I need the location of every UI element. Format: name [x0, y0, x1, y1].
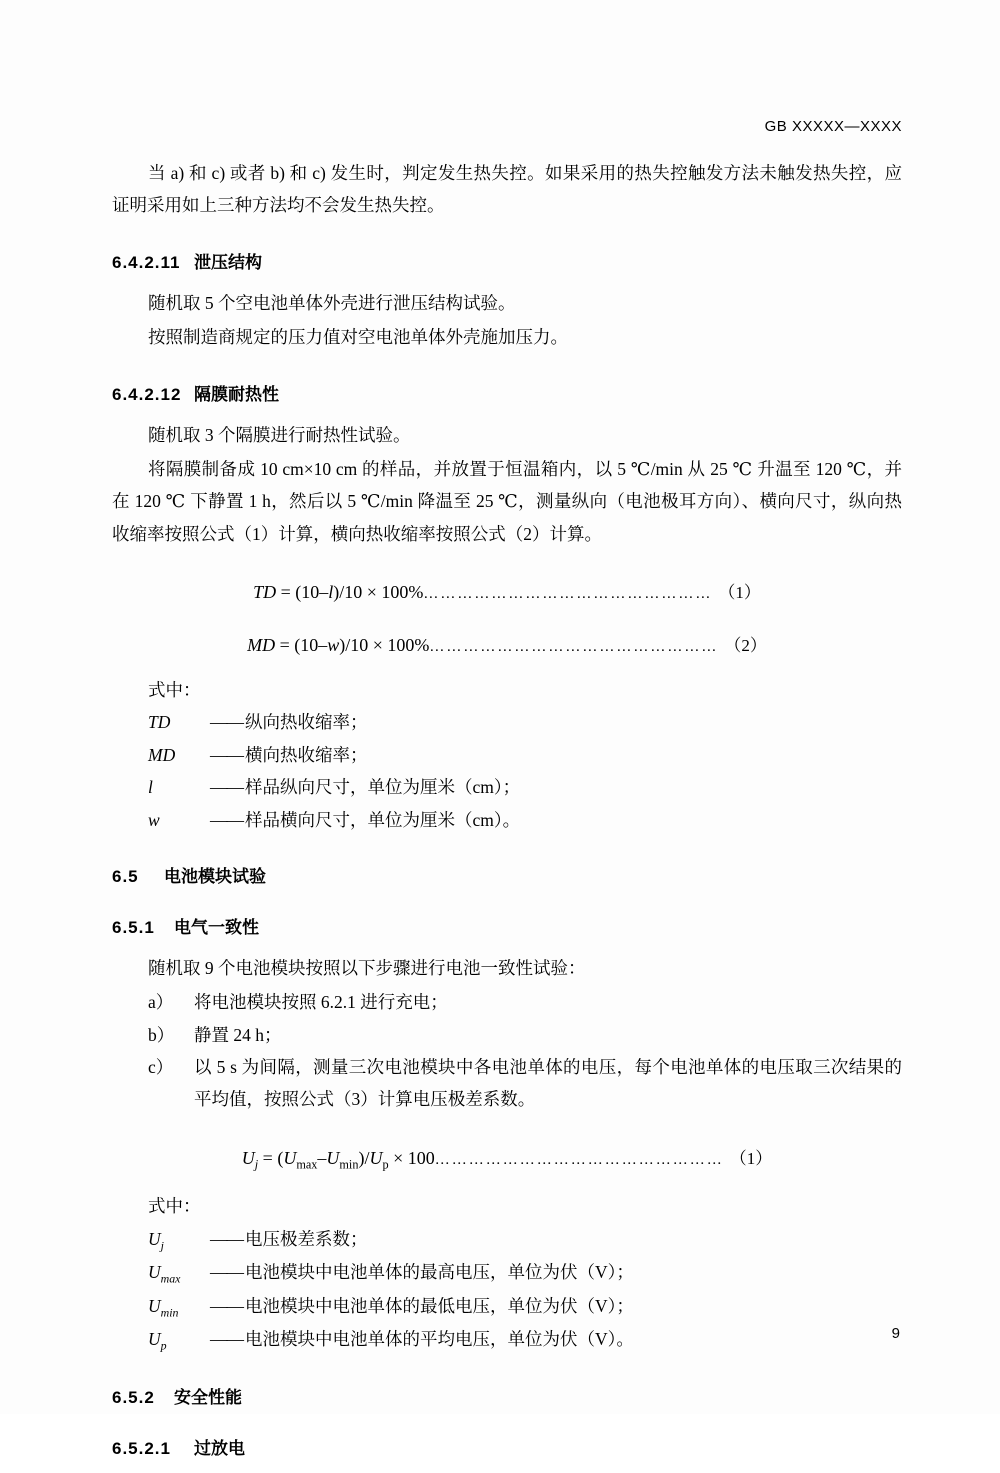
definition-dash: —— — [210, 777, 243, 798]
step-label: a） — [148, 992, 174, 1013]
definition-list-2 — [112, 1223, 902, 1357]
page-content — [112, 118, 902, 1473]
definition-item — [112, 1223, 902, 1257]
definition-dash: —— — [210, 1329, 243, 1350]
formula-leader-dots: …………………………………………… — [429, 639, 719, 655]
step-text: 以 5 s 为间隔，测量三次电池模块中各电池单体的电压，每个电池单体的电压取三次结果的平均值，按照公式（3）计算电压极差系数。 — [194, 1057, 902, 1110]
definition-symbol: w — [148, 809, 160, 830]
paragraph: 按照制造商规定的压力值对空电池单体外壳施加压力。 — [148, 327, 568, 348]
section-number: 6.5.1 — [112, 917, 155, 937]
section-number: 6.4.2.11 — [112, 252, 181, 272]
paragraph: 随机取 9 个电池模块按照以下步骤进行电池一致性试验： — [148, 957, 586, 978]
definition-list-1 — [112, 706, 902, 836]
section-number: 6.5 — [112, 866, 139, 886]
step-text: 静置 24 h； — [194, 1024, 282, 1045]
section-title: 泄压结构 — [194, 252, 262, 272]
formula-expression: MD = (10–w)/10 × 100% — [247, 635, 430, 655]
section-heading-6-5-2-1 — [112, 1434, 902, 1459]
section-title: 电气一致性 — [174, 917, 259, 937]
definition-dash: —— — [210, 1262, 243, 1283]
definition-symbol: TD — [148, 712, 171, 733]
definition-text: 电压极差系数； — [245, 1228, 368, 1249]
definition-text: 电池模块中电池单体的最高电压，单位为伏（V）； — [245, 1262, 634, 1283]
list-item — [112, 986, 902, 1018]
list-item — [112, 1019, 902, 1051]
step-label: b） — [148, 1024, 175, 1045]
definition-item — [112, 1256, 902, 1290]
section-heading-6-5-1 — [112, 913, 902, 938]
section-heading-6-5-2 — [112, 1383, 902, 1408]
formula-expression: $U_j = (U_{max}-U_{min})/U_p \times 100$ — [241, 1147, 435, 1172]
definition-dash: —— — [210, 712, 243, 733]
section-title: 过放电 — [194, 1438, 245, 1458]
definition-text: 电池模块中电池单体的最低电压，单位为伏（V）； — [245, 1295, 634, 1316]
section-title: 电池模块试验 — [164, 866, 266, 886]
paragraph: 随机取 3 个隔膜进行耐热性试验。 — [148, 424, 411, 445]
where-label-1: 式中： — [148, 680, 201, 700]
intro-paragraph: 当 a) 和 c) 或者 b) 和 c) 发生时，判定发生热失控。如果采用的热失控触发方法未触发热失控，应证明采用如上三种方法均不会发生热失控。 — [112, 163, 902, 216]
definition-item — [112, 1323, 902, 1357]
formula-block-1 — [112, 578, 902, 603]
step-text: 将电池模块按照 6.2.1 进行充电； — [194, 992, 448, 1013]
definition-item — [112, 1290, 902, 1324]
section-heading-6-4-2-11 — [112, 248, 902, 273]
definition-dash: —— — [210, 1295, 243, 1316]
definition-dash: —— — [210, 1228, 243, 1249]
paragraph: 将隔膜制备成 10 cm×10 cm 的样品，并放置于恒温箱内，以 5 ℃/min 从 25 ℃ 升温至 120 ℃，并在 120 ℃ 下静置 1 h，然后以 5 ℃/min 降温至 25 ℃，测量纵向（电池极耳方向）、横向尺寸，纵向热收缩率按照公式（1）计算，横向热收缩率按照公式（2）计算。 — [112, 458, 902, 544]
formula-block-3 — [112, 1144, 902, 1173]
definition-text: 样品横向尺寸，单位为厘米（cm）。 — [245, 809, 521, 830]
list-item — [112, 1051, 902, 1116]
section-title: 隔膜耐热性 — [194, 384, 279, 404]
formula-tag: （2） — [724, 636, 767, 655]
definition-symbol: $U_{min}$ — [148, 1295, 179, 1320]
definition-symbol: l — [148, 777, 153, 798]
formula-tag: （1） — [718, 583, 761, 602]
formula-block-2 — [112, 631, 902, 656]
definition-item — [112, 706, 902, 738]
definition-text: 纵向热收缩率； — [245, 712, 368, 733]
definition-item — [112, 804, 902, 836]
section-number: 6.5.2.1 — [112, 1438, 171, 1458]
paragraph: 随机取 5 个空电池单体外壳进行泄压结构试验。 — [148, 292, 516, 313]
definition-dash: —— — [210, 809, 243, 830]
section-heading-6-5 — [112, 862, 902, 887]
definition-dash: —— — [210, 744, 243, 765]
where-label-2: 式中： — [148, 1196, 201, 1217]
formula-tag: （1） — [729, 1148, 773, 1168]
definition-text: 样品纵向尺寸，单位为厘米（cm）； — [245, 777, 521, 798]
definition-text: 横向热收缩率； — [245, 744, 368, 765]
formula-expression: TD = (10–l)/10 × 100% — [253, 582, 424, 602]
definition-symbol: $U_p$ — [148, 1329, 167, 1353]
section-number: 6.5.2 — [112, 1387, 155, 1407]
page-number: 9 — [891, 1325, 900, 1342]
formula-leader-dots: …………………………………………… — [434, 1151, 724, 1168]
definition-item — [112, 771, 902, 803]
definition-item — [112, 739, 902, 771]
formula-leader-dots: …………………………………………… — [423, 586, 713, 602]
definition-symbol: $U_{max}$ — [148, 1262, 181, 1286]
definition-symbol: MD — [148, 744, 176, 765]
document-header: GB XXXXX—XXXX — [764, 118, 902, 135]
step-list — [112, 986, 902, 1116]
step-label: c） — [148, 1057, 174, 1077]
definition-symbol: $U_j$ — [148, 1228, 164, 1253]
definition-text: 电池模块中电池单体的平均电压，单位为伏（V）。 — [245, 1329, 634, 1350]
section-title: 安全性能 — [174, 1387, 242, 1407]
section-number: 6.4.2.12 — [112, 384, 182, 404]
section-heading-6-4-2-12 — [112, 380, 902, 405]
